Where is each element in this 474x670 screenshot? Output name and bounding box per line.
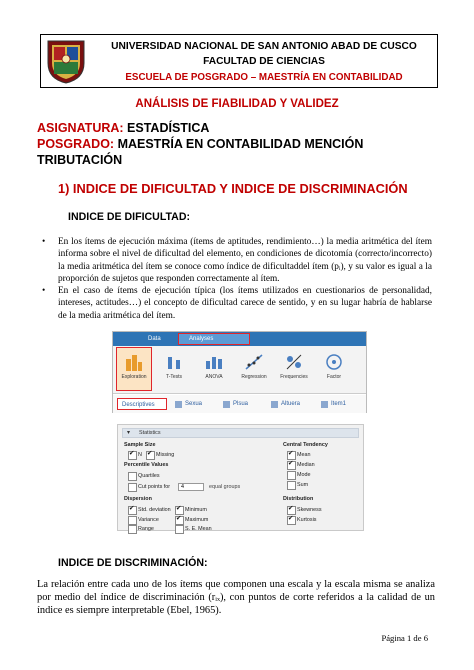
subject-value: ESTADÍSTICA xyxy=(123,121,210,135)
checkbox-skewness[interactable]: Skewness ✔ xyxy=(287,506,322,514)
bullet-text: En el caso de ítems de ejecución típica (los ítems utilizados en cuestionarios de personalidad, intereses, actitudes…) el concepto de dificultad carece de sentido, y en su lugar habría de hablarse de la media aritmética del ítem. xyxy=(58,286,432,321)
variable-icon xyxy=(223,401,230,408)
list-item xyxy=(40,236,432,285)
checkbox-sum[interactable]: Sum xyxy=(287,481,308,489)
checkbox-variance[interactable]: Variance xyxy=(128,516,159,524)
dispersion-heading: Dispersion xyxy=(124,496,152,502)
regression-icon xyxy=(245,353,263,371)
ribbon-label: T-Tests xyxy=(165,374,183,380)
checkbox-minimum[interactable]: Minimum ✔ xyxy=(175,506,207,514)
list-item xyxy=(40,285,432,322)
checkbox-maximum[interactable]: Maximum ✔ xyxy=(175,516,208,524)
checkbox-quartiles[interactable]: Quartiles xyxy=(128,472,160,480)
distribution-heading: Distribution xyxy=(283,496,314,502)
variable-icon xyxy=(175,401,182,408)
ribbon-regression[interactable] xyxy=(237,348,271,390)
central-tendency-heading: Central Tendency xyxy=(283,442,328,448)
ribbon-label: Factor xyxy=(326,374,342,380)
tab-sexua[interactable] xyxy=(173,398,202,410)
ttest-icon xyxy=(165,353,183,371)
statistics-label: Statistics xyxy=(139,430,161,436)
tab-label: Plsua xyxy=(233,401,249,407)
checkbox-cut-points[interactable]: Cut points for xyxy=(128,483,170,491)
ribbon-label: Frequencies xyxy=(280,374,308,380)
tab-altuera[interactable] xyxy=(269,398,300,410)
collapse-arrow-icon: ▾ xyxy=(127,430,131,436)
document-title: ANÁLISIS DE FIABILIDAD Y VALIDEZ xyxy=(135,98,339,110)
checkbox-median[interactable]: Median ✔ xyxy=(287,461,315,469)
checkbox-std-deviation[interactable]: Std. deviation ✔ xyxy=(128,506,171,514)
equal-groups-label: equal groups xyxy=(209,484,241,490)
statistics-bar[interactable] xyxy=(122,428,359,438)
ribbon-ttests[interactable] xyxy=(157,348,191,390)
checkbox-missing[interactable]: Missing ✔ xyxy=(146,451,174,459)
header-box xyxy=(40,34,438,88)
bullet-icon: • xyxy=(42,286,46,297)
program-line-2: TRIBUTACIÓN xyxy=(37,153,123,167)
jamovi-ribbon-screenshot xyxy=(112,331,367,413)
ribbon-frequencies[interactable] xyxy=(277,348,311,390)
tab-plsua[interactable] xyxy=(221,398,248,410)
page-number: Página 1 de 6 xyxy=(381,633,428,643)
section-heading: 1) INDICE DE DIFICULTAD Y INDICE DE DISCRIMINACIÓN xyxy=(58,181,408,196)
tab-label: Altuera xyxy=(281,401,301,407)
anova-icon xyxy=(205,353,223,371)
ribbon-label: Regression xyxy=(241,374,267,380)
bar-chart-icon xyxy=(125,353,143,371)
discrimination-heading: INDICE DE DISCRIMINACIÓN: xyxy=(58,557,208,569)
sample-size-heading: Sample Size xyxy=(124,442,156,448)
checkbox-range[interactable]: Range xyxy=(128,525,154,533)
ribbon-label: Exploration xyxy=(121,374,147,380)
bullet-text: En los ítems de ejecución máxima (ítems de aptitudes, rendimiento…) la media aritmética del ítem informa sobre el nivel de dificultad del elemento, en condiciones de dicotomía (correcto/incorrecto) la media aritmética del ítem se conoce como índice de dificultaddel ítem (pᵢ), y su valor es igual a la proporción de sujetos que responden correctamente al ítem. xyxy=(58,237,432,284)
tab-label: Item1 xyxy=(331,401,347,407)
variable-icon xyxy=(321,401,328,408)
checkbox-kurtosis[interactable]: Kurtosis ✔ xyxy=(287,516,316,524)
school-name: ESCUELA DE POSGRADO – MAESTRÍA EN CONTABILIDAD xyxy=(125,72,403,83)
ribbon xyxy=(113,346,366,394)
university-name: UNIVERSIDAD NACIONAL DE SAN ANTONIO ABAD DE CUSCO xyxy=(111,41,417,52)
ribbon-exploration[interactable] xyxy=(117,348,151,390)
checkbox-n[interactable]: N ✔ xyxy=(128,451,142,459)
cut-points-input[interactable]: 4 xyxy=(178,483,204,491)
program-label: POSGRADO: xyxy=(37,137,115,151)
variable-tabs xyxy=(113,395,366,413)
frequencies-icon xyxy=(285,353,303,371)
discrimination-paragraph: La relación entre cada uno de los ítems que componen una escala y la escala misma se analiza por medio del índice de discriminación (rᵢₓ), con puntos de corte referidos a la calidad de un índice es siempre interpretable (Ebel, 1965). xyxy=(37,579,435,616)
checkbox-se-mean[interactable]: S. E. Mean xyxy=(175,525,212,533)
bullet-list xyxy=(40,236,432,322)
tab-item1[interactable] xyxy=(319,398,346,410)
checkbox-mean[interactable]: Mean ✔ xyxy=(287,451,311,459)
factor-icon xyxy=(325,353,343,371)
tab-descriptives[interactable]: Descriptives xyxy=(117,398,167,410)
difficulty-heading: INDICE DE DIFICULTAD: xyxy=(68,211,191,223)
menu-data[interactable]: Data xyxy=(148,336,161,342)
ribbon-factor[interactable] xyxy=(317,348,351,390)
bullet-icon: • xyxy=(42,237,46,247)
menu-bar xyxy=(113,332,366,346)
program-line xyxy=(37,137,363,151)
variable-icon xyxy=(271,401,278,408)
tab-label: Sexua xyxy=(185,401,203,407)
university-seal-icon xyxy=(44,37,88,85)
ribbon-anova[interactable] xyxy=(197,348,231,390)
ribbon-label: ANOVA xyxy=(205,374,223,380)
program-value: MAESTRÍA EN CONTABILIDAD MENCIÓN xyxy=(114,137,364,151)
faculty-name: FACULTAD DE CIENCIAS xyxy=(203,56,325,67)
subject-line xyxy=(37,121,209,135)
menu-analyses[interactable]: Analyses xyxy=(179,334,249,344)
subject-label: ASIGNATURA: xyxy=(37,121,124,135)
statistics-panel-screenshot xyxy=(117,424,364,531)
checkbox-mode[interactable]: Mode xyxy=(287,471,311,479)
percentile-heading: Percentile Values xyxy=(124,462,169,468)
